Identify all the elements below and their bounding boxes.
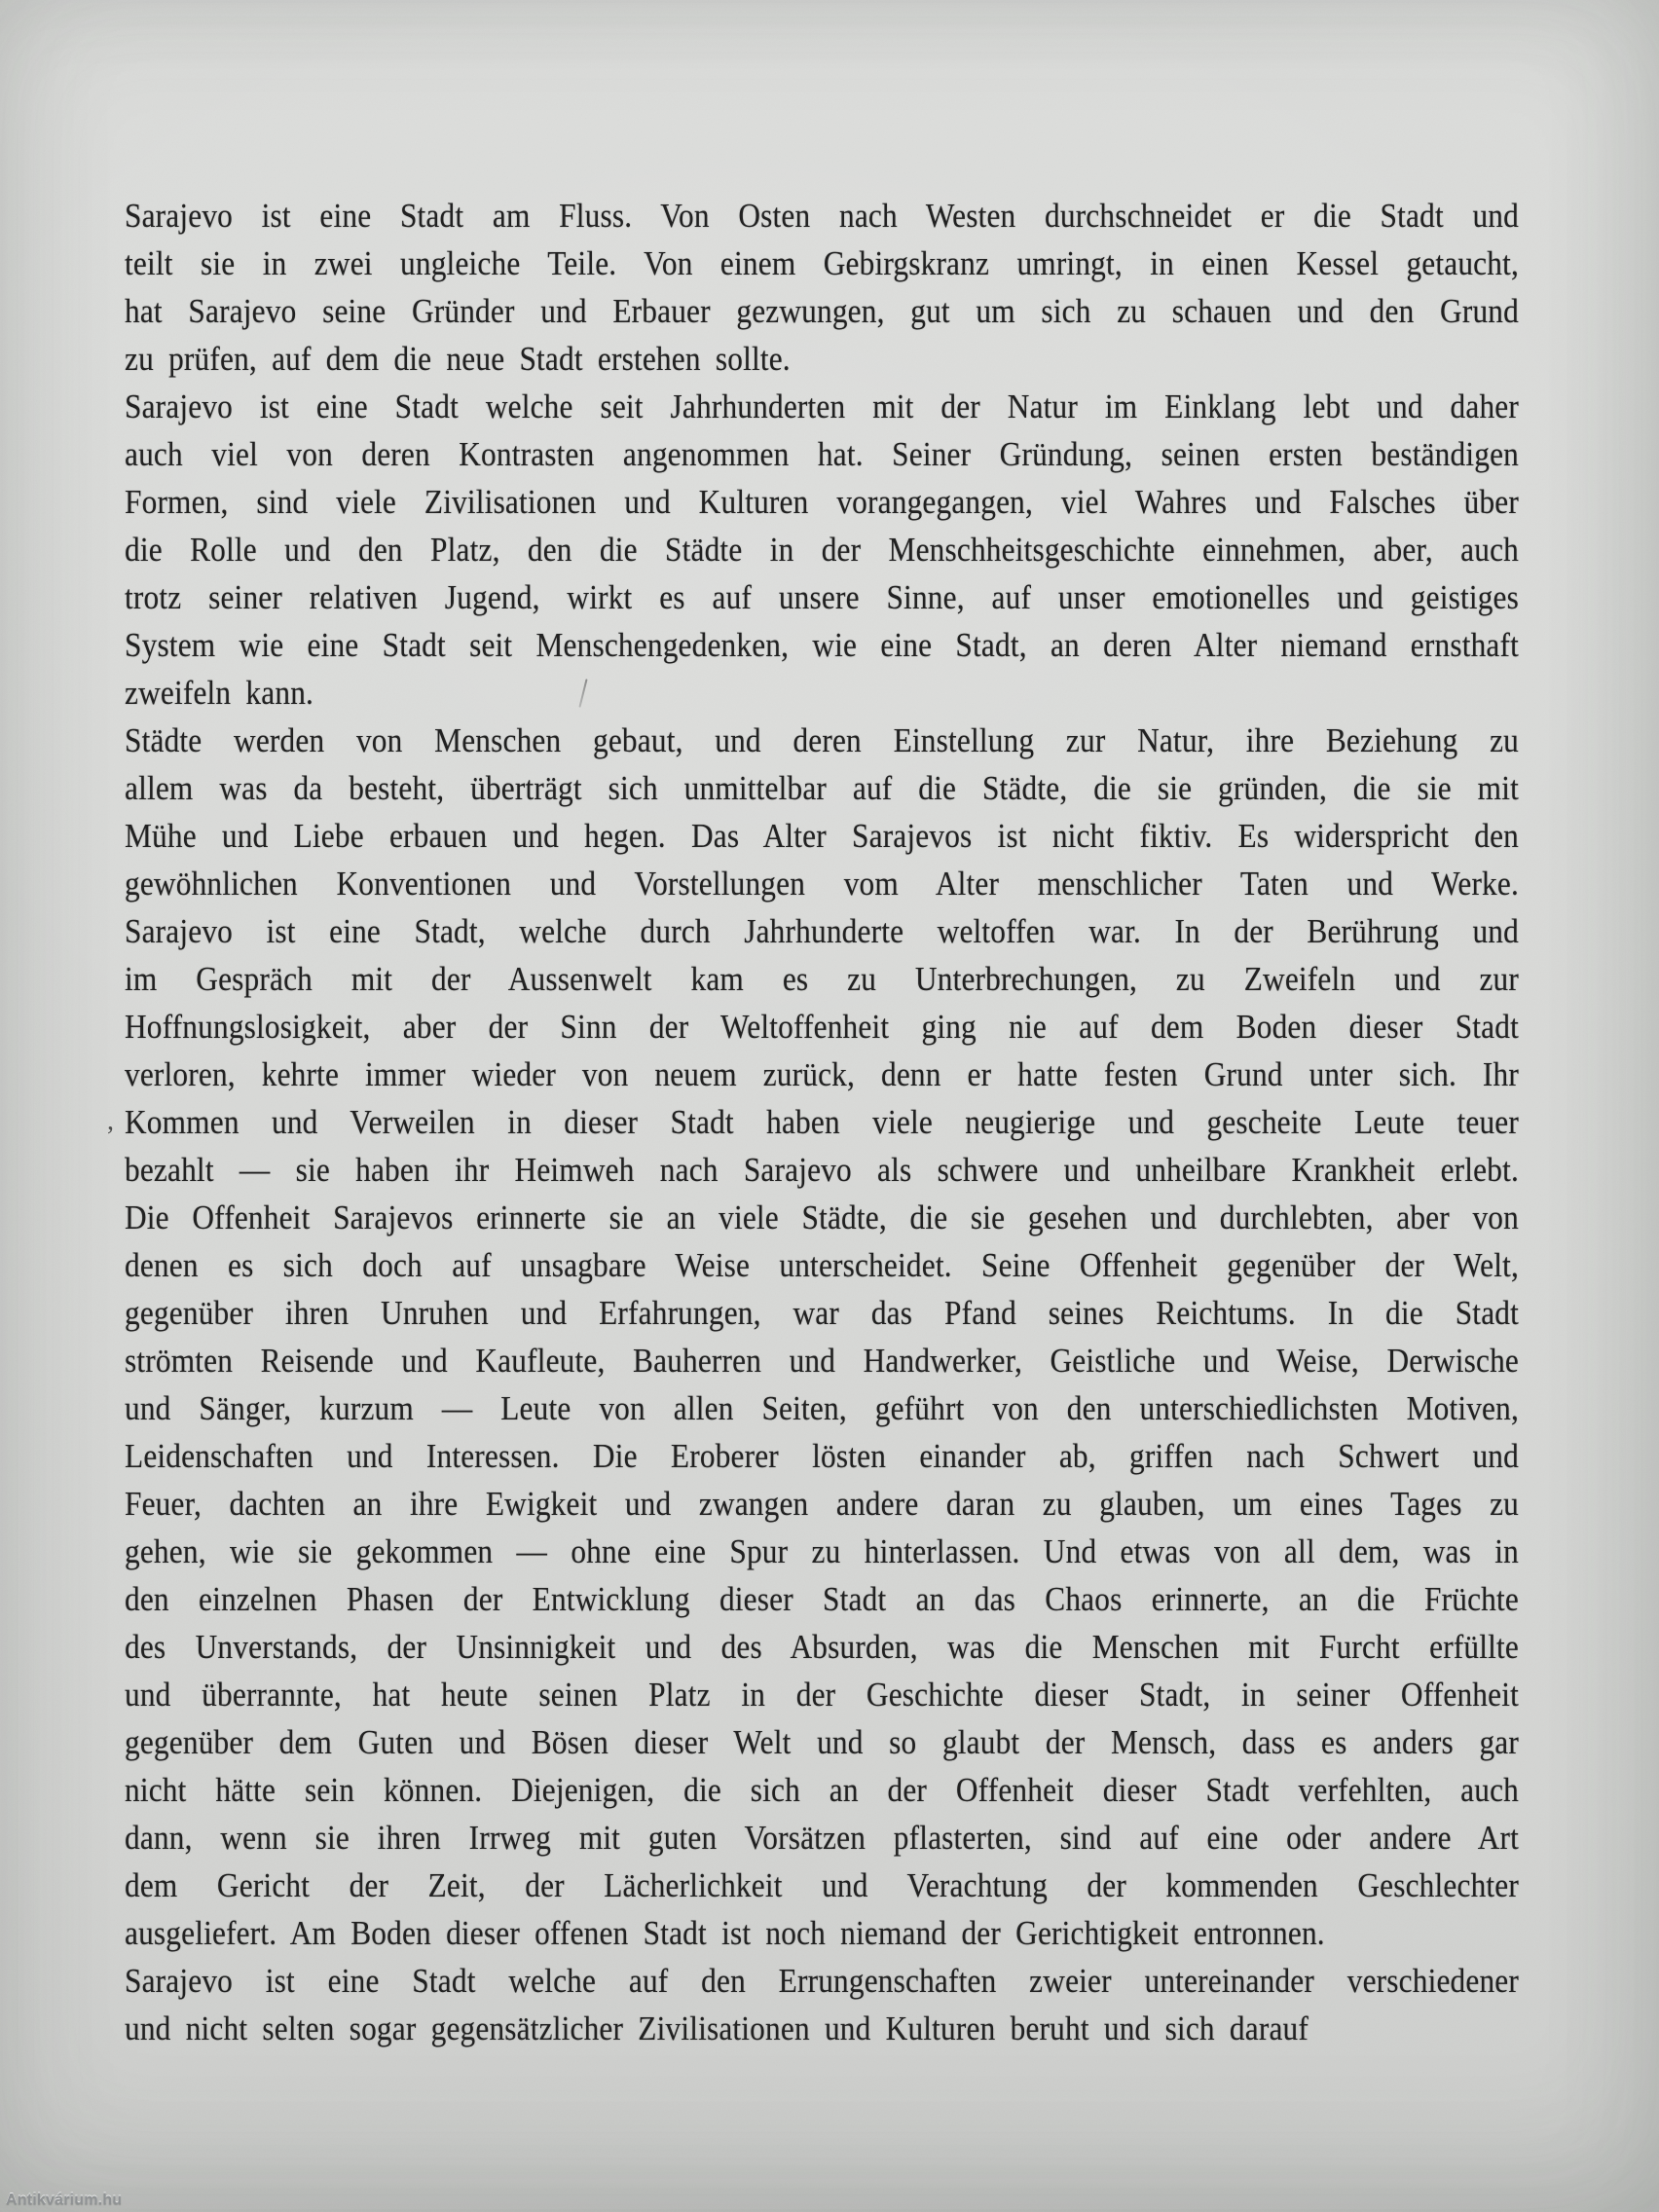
text-line: und nicht selten sogar gegensätzlicher Zivilisationen und Kulturen beruht und sich darauf xyxy=(125,2009,1309,2047)
text-line: zweifeln kann. xyxy=(125,674,314,712)
text-line: Feuer, dachten an ihre Ewigkeit und zwangen andere daran zu glauben, um eines Tages zu xyxy=(125,1485,1519,1523)
stray-comma-ink-mark: , xyxy=(107,1106,114,1136)
text-line: allem was da besteht, überträgt sich unmittelbar auf die Städte, die sie gründen, die sie mit xyxy=(125,769,1519,807)
text-line: Sarajevo ist eine Stadt, welche durch Jahrhunderte weltoffen war. In der Berührung und xyxy=(125,912,1519,950)
text-line: den einzelnen Phasen der Entwicklung dieser Stadt an das Chaos erinnerte, an die Früchte xyxy=(125,1580,1519,1618)
text-line: Städte werden von Menschen gebaut, und deren Einstellung zur Natur, ihre Beziehung zu xyxy=(125,721,1519,759)
text-line: des Unverstands, der Unsinnigkeit und des Absurden, was die Menschen mit Furcht erfüllte xyxy=(125,1628,1519,1666)
text-line: System wie eine Stadt seit Menschengedenken, wie eine Stadt, an deren Alter niemand ernsthaft xyxy=(125,626,1519,664)
text-line: Hoffnungslosigkeit, aber der Sinn der Weltoffenheit ging nie auf dem Boden dieser Stadt xyxy=(125,1008,1519,1046)
text-line: nicht hätte sein können. Diejenigen, die sich an der Offenheit dieser Stadt verfehlten, auch xyxy=(125,1771,1519,1809)
text-line: dann, wenn sie ihren Irrweg mit guten Vorsätzen pflasterten, sind auf eine oder andere Art xyxy=(125,1819,1519,1857)
text-line: Kommen und Verweilen in dieser Stadt haben viele neugierige und gescheite Leute teuer xyxy=(125,1103,1519,1141)
text-line: hat Sarajevo seine Gründer und Erbauer gezwungen, gut um sich zu schauen und den Grund xyxy=(125,292,1519,330)
text-line: Sarajevo ist eine Stadt welche seit Jahrhunderten mit der Natur im Einklang lebt und daher xyxy=(125,387,1519,425)
text-line: im Gespräch mit der Aussenwelt kam es zu Unterbrechungen, zu Zweifeln und zur xyxy=(125,960,1519,998)
text-line: gegenüber dem Guten und Bösen dieser Welt und so glaubt der Mensch, dass es anders gar xyxy=(125,1723,1519,1761)
text-line: auch viel von deren Kontrasten angenommen hat. Seiner Gründung, seinen ersten beständigen xyxy=(125,435,1519,473)
text-line: gehen, wie sie gekommen — ohne eine Spur zu hinterlassen. Und etwas von all dem, was in xyxy=(125,1532,1519,1570)
text-line: und Sänger, kurzum — Leute von allen Seiten, geführt von den unterschiedlichsten Motiven, xyxy=(125,1389,1519,1427)
text-line: zu prüfen, auf dem die neue Stadt erstehen sollte. xyxy=(125,340,791,378)
text-line: denen es sich doch auf unsagbare Weise unterscheidet. Seine Offenheit gegenüber der Welt, xyxy=(125,1246,1519,1284)
text-line: strömten Reisende und Kaufleute, Bauherren und Handwerker, Geistliche und Weise, Derwische xyxy=(125,1342,1519,1380)
text-line: verloren, kehrte immer wieder von neuem zurück, denn er hatte festen Grund unter sich. Ihr xyxy=(125,1055,1519,1093)
text-line: Leidenschaften und Interessen. Die Eroberer lösten einander ab, griffen nach Schwert und xyxy=(125,1437,1519,1475)
text-line: gegenüber ihren Unruhen und Erfahrungen, war das Pfand seines Reichtums. In die Stadt xyxy=(125,1294,1519,1332)
text-line: Sarajevo ist eine Stadt am Fluss. Von Osten nach Westen durchschneidet er die Stadt und xyxy=(125,197,1519,235)
text-line: Sarajevo ist eine Stadt welche auf den Errungenschaften zweier untereinander verschiedener xyxy=(125,1962,1519,2000)
body-text xyxy=(125,192,1659,2052)
text-line: gewöhnlichen Konventionen und Vorstellungen vom Alter menschlicher Taten und Werke. xyxy=(125,865,1519,903)
antikvarium-watermark: Antikvárium.hu xyxy=(6,2192,123,2208)
text-line: Mühe und Liebe erbauen und hegen. Das Alter Sarajevos ist nicht fiktiv. Es widerspricht den xyxy=(125,817,1519,855)
text-line: Formen, sind viele Zivilisationen und Kulturen vorangegangen, viel Wahres und Falsches über xyxy=(125,483,1519,521)
text-line: und überrannte, hat heute seinen Platz in der Geschichte dieser Stadt, in seiner Offenheit xyxy=(125,1676,1519,1714)
text-line: die Rolle und den Platz, den die Städte in der Menschheitsgeschichte einnehmen, aber, auch xyxy=(125,531,1519,569)
text-line: ausgeliefert. Am Boden dieser offenen Stadt ist noch niemand der Gerichtigkeit entronnen. xyxy=(125,1914,1325,1952)
text-line: dem Gericht der Zeit, der Lächerlichkeit und Verachtung der kommenden Geschlechter xyxy=(125,1866,1519,1904)
text-line: Die Offenheit Sarajevos erinnerte sie an viele Städte, die sie gesehen und durchlebten, aber von xyxy=(125,1198,1519,1236)
text-line: bezahlt — sie haben ihr Heimweh nach Sarajevo als schwere und unheilbare Krankheit erlebt. xyxy=(125,1151,1519,1189)
text-line: trotz seiner relativen Jugend, wirkt es auf unsere Sinne, auf unser emotionelles und geistiges xyxy=(125,578,1519,616)
text-line: teilt sie in zwei ungleiche Teile. Von einem Gebirgskranz umringt, in einen Kessel getaucht, xyxy=(125,244,1519,282)
